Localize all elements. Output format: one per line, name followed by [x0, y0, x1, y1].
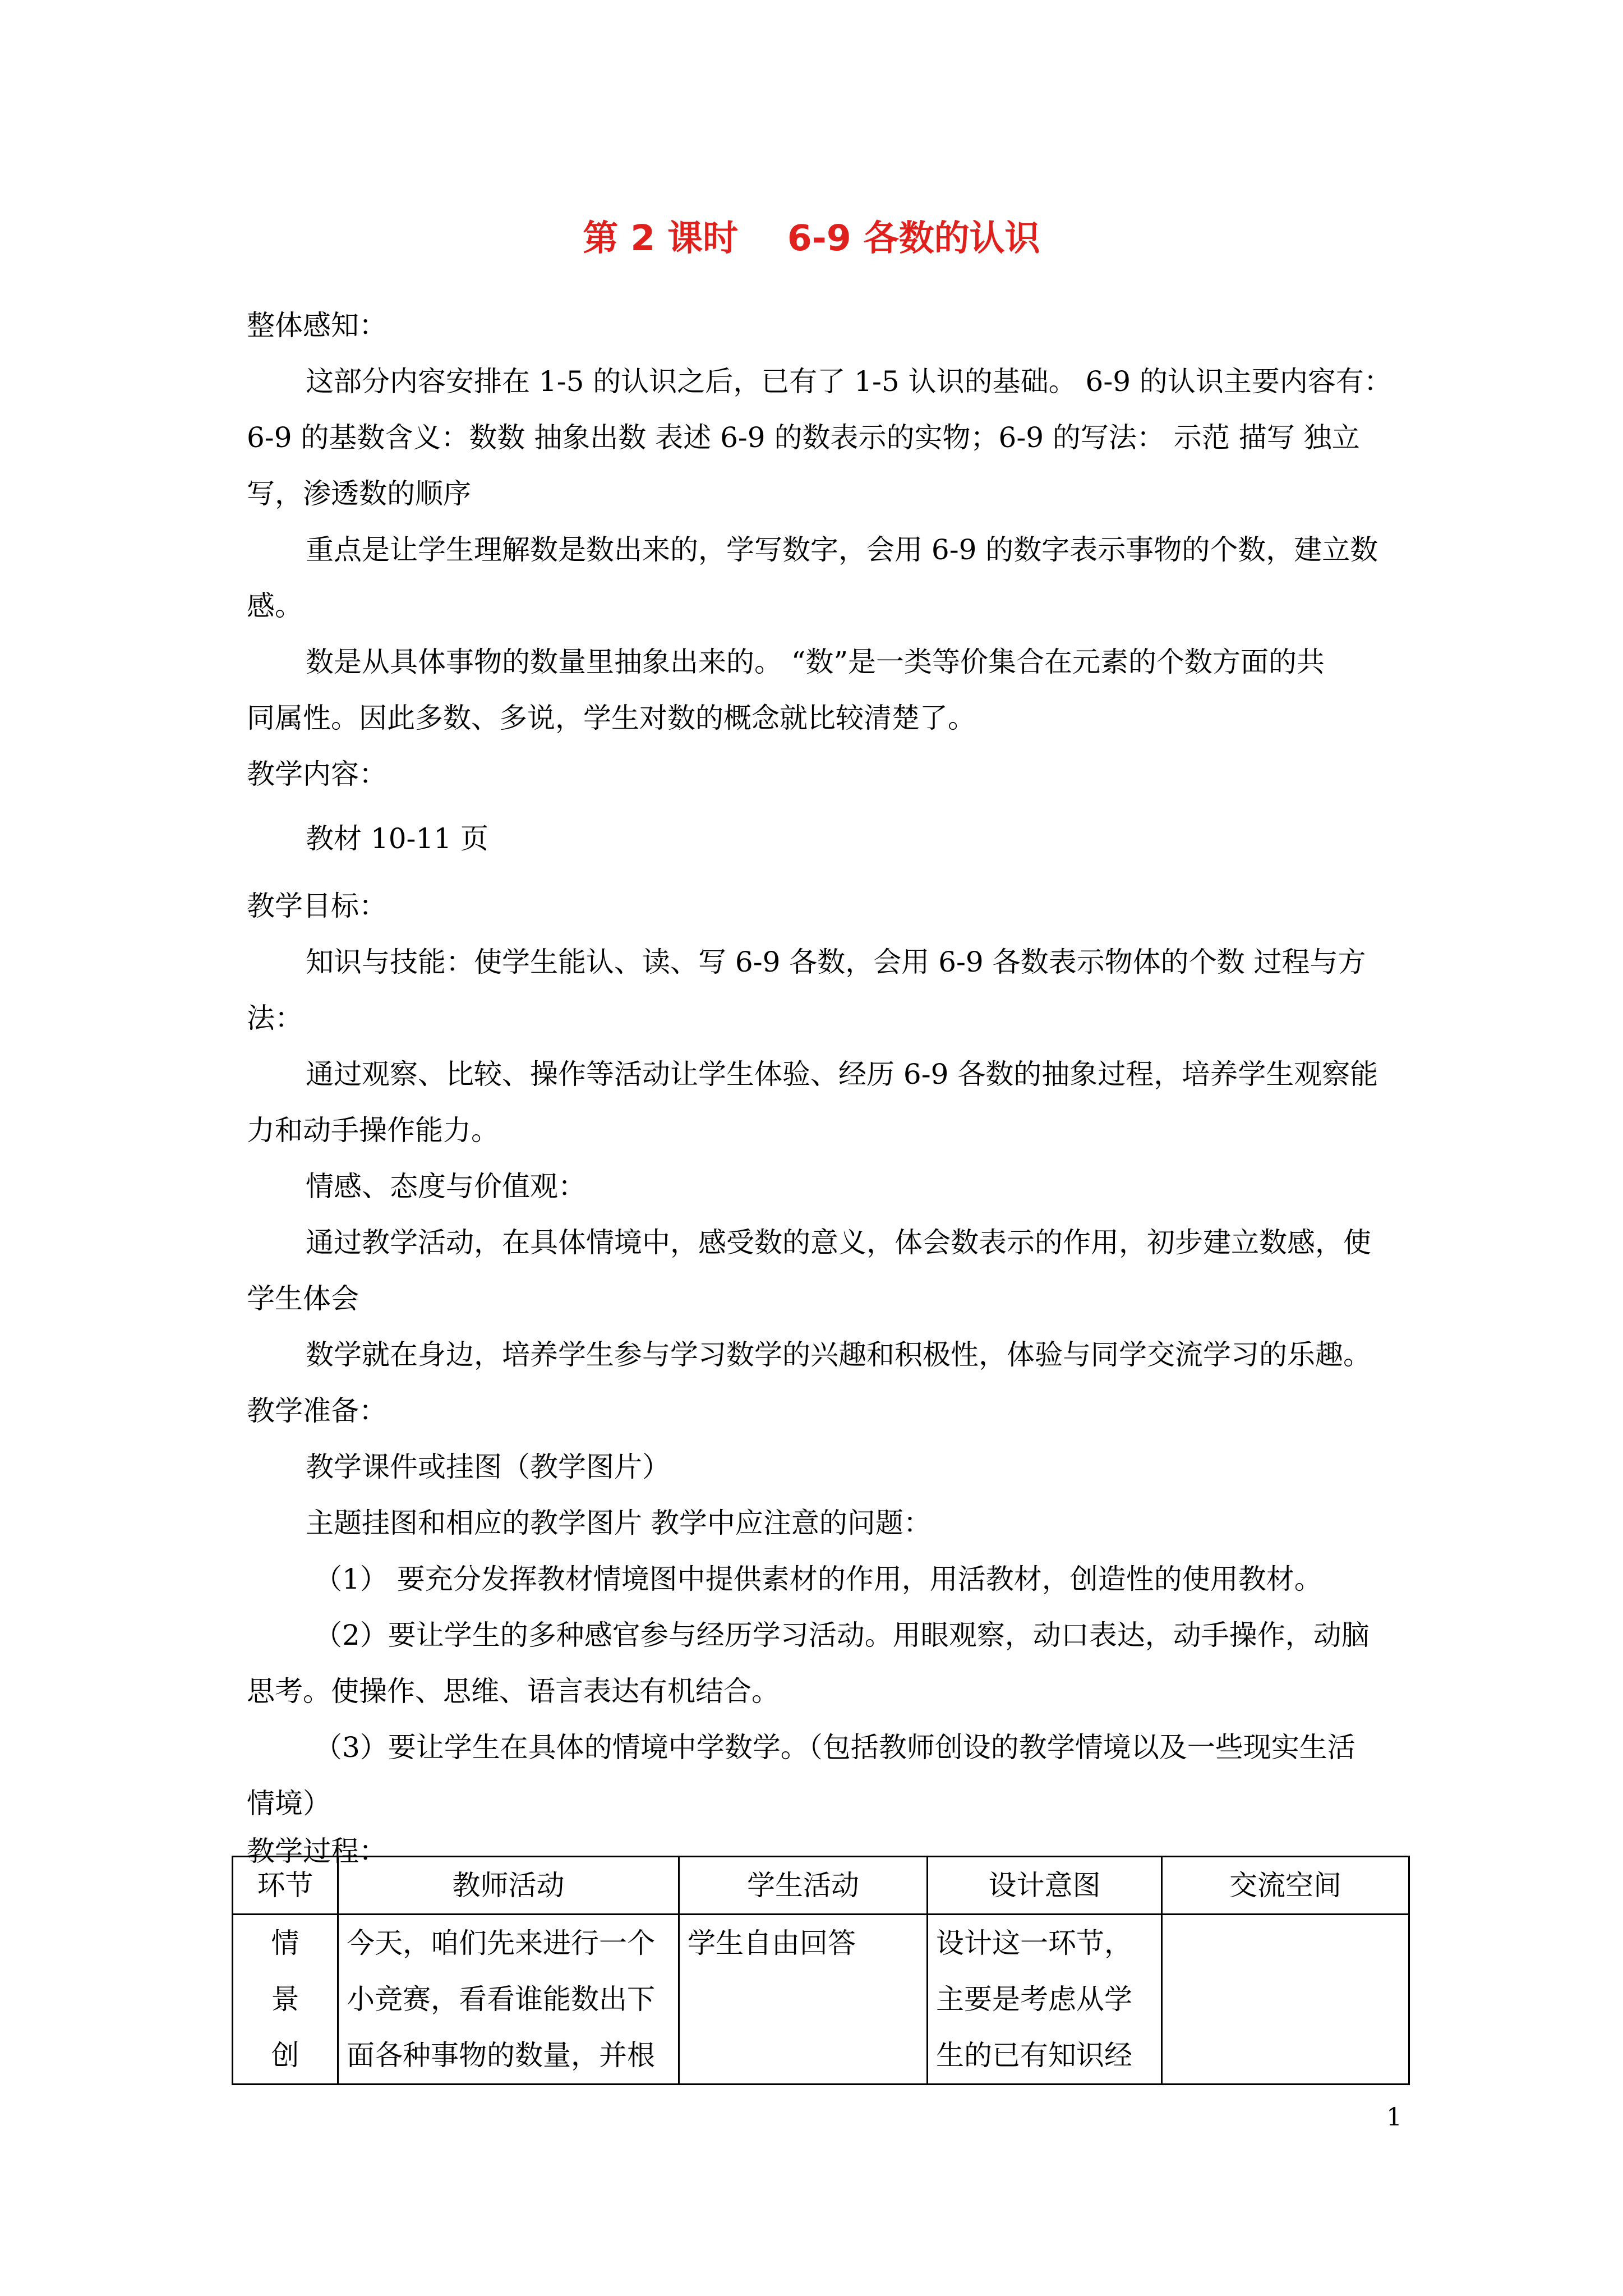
section-heading-process: 教学过程： — [247, 1835, 387, 1867]
paragraph-line: 主题挂图和相应的教学图片 教学中应注意的问题： — [306, 1507, 932, 1539]
cell-line: 景 — [271, 1983, 299, 2016]
cell-student-activity — [679, 1915, 928, 2085]
page-number: 1 — [1386, 2103, 1402, 2132]
cell-line: 学生自由回答 — [688, 1927, 856, 1959]
paragraph-line: 通过观察、比较、操作等活动让学生体验、经历 6-9 各数的抽象过程，培养学生观察能 — [306, 1058, 1378, 1091]
cell-line: 设计这一环节， — [936, 1927, 1132, 1959]
paragraph-line: 数是从具体事物的数量里抽象出来的。 “数”是一类等价集合在元素的个数方面的共 — [306, 646, 1325, 678]
paragraph-line: 力和动手操作能力。 — [247, 1114, 499, 1147]
paragraph-line: 教学课件或挂图（教学图片） — [306, 1451, 670, 1483]
cell-line: 生的已有知识经 — [936, 2039, 1132, 2072]
table-row — [233, 1915, 1409, 2085]
teaching-process-table — [232, 1856, 1410, 2085]
cell-line: 情 — [271, 1927, 299, 1959]
cell-line: 面各种事物的数量，并根 — [347, 2039, 655, 2072]
paragraph-line: 感。 — [247, 590, 303, 622]
header-student: 学生活动 — [679, 1857, 928, 1915]
paragraph-line: 重点是让学生理解数是数出来的，学写数字，会用 6-9 的数字表示事物的个数，建立数 — [306, 533, 1378, 566]
section-heading-overview: 整体感知： — [247, 309, 387, 342]
document-title: 第 2 课时 6-9 各数的认识 — [583, 218, 1040, 259]
paragraph-line: 知识与技能：使学生能认、读、写 6-9 各数，会用 6-9 各数表示物体的个数 过程与方 — [306, 946, 1366, 978]
cell-line: 创 — [271, 2039, 299, 2072]
header-stage: 环节 — [233, 1857, 338, 1915]
cell-exchange-space — [1162, 1915, 1409, 2085]
paragraph-line: 情境） — [247, 1787, 331, 1820]
paragraph-line: 通过教学活动，在具体情境中，感受数的意义，体会数表示的作用，初步建立数感，使 — [306, 1226, 1371, 1259]
paragraph-line: 这部分内容安排在 1-5 的认识之后，已有了 1-5 认识的基础。 6-9 的认识主要内容有： — [306, 365, 1392, 398]
paragraph-line: 写，渗透数的顺序 — [247, 477, 471, 510]
section-heading-preparation: 教学准备： — [247, 1395, 387, 1427]
paragraph-line: 情感、态度与价值观： — [306, 1170, 586, 1203]
cell-line: 今天，咱们先来进行一个 — [347, 1927, 655, 1959]
table-header-row — [233, 1857, 1409, 1915]
header-exchange: 交流空间 — [1162, 1857, 1409, 1915]
cell-teacher-activity — [338, 1915, 679, 2085]
paragraph-line: 教材 10-11 页 — [306, 822, 488, 855]
paragraph-line: 思考。使操作、思维、语言表达有机结合。 — [247, 1675, 780, 1708]
paragraph-line: 6-9 的基数含义：数数 抽象出数 表述 6-9 的数表示的实物；6-9 的写法： 示范 描写 独立 — [247, 421, 1360, 454]
list-item: （1） 要充分发挥教材情境图中提供素材的作用，用活教材，创造性的使用教材。 — [314, 1563, 1322, 1595]
paragraph-line: 法： — [247, 1002, 303, 1034]
list-item: （2）要让学生的多种感官参与经历学习活动。用眼观察，动口表达，动手操作，动脑 — [314, 1619, 1370, 1651]
cell-line: 小竞赛，看看谁能数出下 — [347, 1983, 655, 2016]
paragraph-line: 数学就在身边，培养学生参与学习数学的兴趣和积极性，体验与同学交流学习的乐趣。 — [306, 1338, 1371, 1371]
paragraph-line: 同属性。因此多数、多说，学生对数的概念就比较清楚了。 — [247, 702, 976, 734]
header-teacher: 教师活动 — [338, 1857, 679, 1915]
section-heading-content: 教学内容： — [247, 758, 387, 790]
list-item: （3）要让学生在具体的情境中学数学。（包括教师创设的教学情境以及一些现实生活 — [314, 1731, 1355, 1764]
paragraph-line: 学生体会 — [247, 1282, 359, 1315]
header-design: 设计意图 — [928, 1857, 1162, 1915]
cell-line: 主要是考虑从学 — [936, 1983, 1132, 2016]
section-heading-objectives: 教学目标： — [247, 890, 387, 922]
cell-design-intent — [928, 1915, 1162, 2085]
cell-stage — [233, 1915, 338, 2085]
